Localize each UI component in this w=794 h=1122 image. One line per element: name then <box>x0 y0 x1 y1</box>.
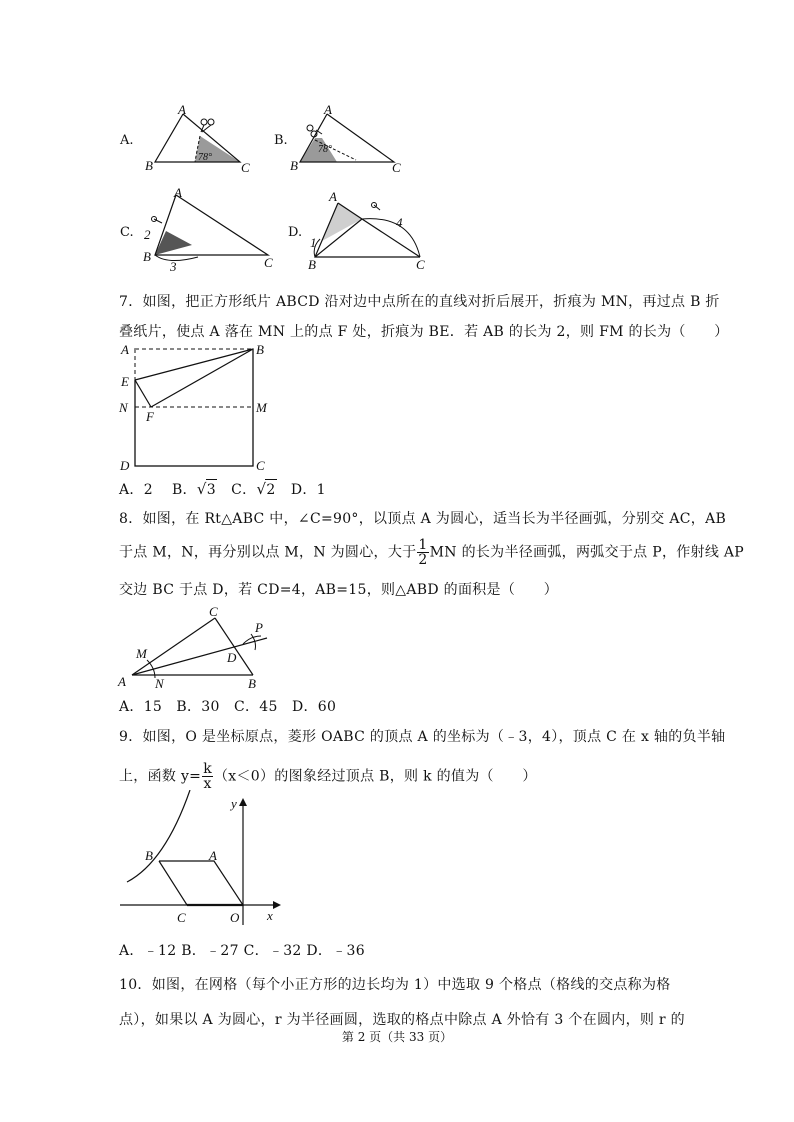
point-label: D <box>227 650 237 665</box>
point-label: O <box>230 910 240 925</box>
q7-option-b: B．√3 <box>171 480 216 498</box>
point-label: C <box>392 160 401 175</box>
q6-option-d-figure <box>300 185 440 275</box>
q7-option-d: D．1 <box>290 482 326 498</box>
point-label: C <box>177 910 186 925</box>
q10-text-line1: 10．如图，在网格（每个小正方形的边长均为 1）中选取 9 个格点（格线的交点称为格 <box>119 977 671 993</box>
point-label: N <box>155 676 164 690</box>
side-label: 2 <box>144 227 151 242</box>
point-label: A <box>118 674 126 689</box>
q6-option-d-label: D. <box>288 225 303 240</box>
point-label: P <box>255 620 263 635</box>
page-footer: 第 2 页（共 33 页） <box>341 1030 453 1044</box>
q9-figure <box>115 790 285 930</box>
q6-option-a-label: A. <box>120 133 134 148</box>
q9-text-line1: 9．如图，O 是坐标原点，菱形 OABC 的顶点 A 的坐标为（﹣3，4），顶点 C 在 x 轴的负半轴 <box>119 729 726 745</box>
q7-figure <box>115 340 275 475</box>
angle-label: 78° <box>318 144 332 155</box>
point-label: A <box>178 102 186 117</box>
point-label: D <box>120 458 130 473</box>
q9-options <box>119 941 365 961</box>
q9-text-line2: 上，函数 y= $\frac{k}{x}$ （x＜0）的图象经过顶点 B，则 k 的值为（ ） <box>119 761 537 792</box>
fraction-half: $\frac{1}{2}$ <box>418 537 428 568</box>
q7-options <box>119 479 326 500</box>
point-label: A <box>329 189 337 204</box>
point-label: A <box>121 342 129 357</box>
point-label: A <box>324 102 332 117</box>
point-label: B <box>145 158 153 173</box>
point-label: C <box>241 160 250 175</box>
q8-option-d: D．60 <box>291 699 337 715</box>
axis-label: x <box>267 908 273 923</box>
point-label: C <box>256 458 265 473</box>
q8-text-line2: 于点 M，N，再分别以点 M，N 为圆心，大于 $\frac{1}{2}$ MN 的长为半径画弧，两弧交于点 P，作射线 AP <box>119 537 745 568</box>
point-label: E <box>121 374 129 389</box>
side-label: 3 <box>170 259 177 274</box>
q8-option-c: C．45 <box>233 699 278 715</box>
point-label: M <box>256 400 267 415</box>
q6-option-c-figure <box>140 185 280 275</box>
q9-option-b: B．﹣27 <box>181 943 239 959</box>
q6-option-a-figure <box>140 100 260 180</box>
q9-option-a: A．﹣12 <box>119 943 177 959</box>
point-label: B <box>145 848 153 863</box>
point-label: B <box>290 158 298 173</box>
angle-label: 78° <box>198 152 212 163</box>
q7-text-line2: 叠纸片，使点 A 落在 MN 上的点 F 处，折痕为 BE．若 AB 的长为 2，则 FM 的长为（ ） <box>119 324 729 340</box>
point-label: C <box>416 257 425 272</box>
q8-option-b: B．30 <box>176 699 220 715</box>
point-label: F <box>146 409 154 424</box>
point-label: B <box>248 676 256 690</box>
q7-text-line1: 7．如图，把正方形纸片 ABCD 沿对边中点所在的直线对折后展开，折痕为 MN，再过点 B 折 <box>119 294 720 310</box>
side-label: 1 <box>310 235 317 250</box>
point-label: N <box>119 400 128 415</box>
q9-option-c: C．﹣32 <box>243 943 302 959</box>
point-label: A <box>174 185 182 200</box>
side-label: 4 <box>396 215 403 230</box>
q6-option-c-label: C. <box>120 225 134 240</box>
q7-option-c: C．√2 <box>231 480 276 498</box>
q10-text-line2: 点），如果以 A 为圆心，r 为半径画圆，选取的格点中除点 A 外恰有 3 个在圆内，则 r 的 <box>119 1012 685 1028</box>
point-label: B <box>256 342 264 357</box>
point-label: B <box>308 257 316 272</box>
q9-option-d: D．﹣36 <box>306 943 365 959</box>
q8-text-line1: 8．如图，在 Rt△ABC 中，∠C=90°，以顶点 A 为圆心，适当长为半径画弧，分别交 AC，AB <box>119 511 727 527</box>
point-label: C <box>264 255 273 270</box>
q6-option-b-figure <box>290 100 410 180</box>
axis-label: y <box>231 796 237 811</box>
point-label: A <box>209 848 217 863</box>
q8-text-line3: 交边 BC 于点 D，若 CD=4，AB=15，则△ABD 的面积是（ ） <box>119 582 559 598</box>
fraction-k-over-x: $\frac{k}{x}$ <box>203 761 212 792</box>
point-label: M <box>136 646 147 661</box>
q8-options <box>119 697 336 717</box>
point-label: C <box>209 604 218 619</box>
q6-option-b-label: B. <box>274 133 288 148</box>
q8-figure <box>115 600 285 690</box>
q8-option-a: A．15 <box>119 699 163 715</box>
q7-option-a: A．2 <box>119 482 153 498</box>
point-label: B <box>143 249 151 264</box>
